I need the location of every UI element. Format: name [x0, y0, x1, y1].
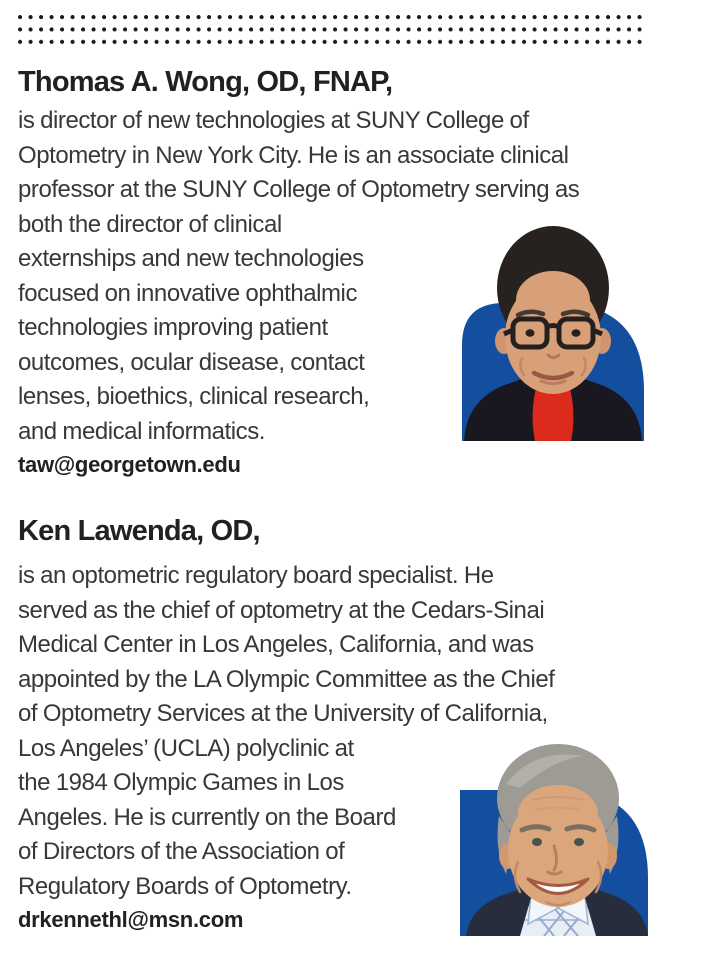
portrait-illustration	[458, 744, 656, 936]
bio-line: and medical informatics.	[18, 417, 265, 445]
dotted-divider	[18, 15, 648, 52]
author-photo-thomas-wong	[458, 224, 648, 441]
author-email: taw@georgetown.edu	[18, 452, 241, 477]
bio-line: professor at the SUNY College of Optometry serving as	[18, 176, 580, 203]
bio-line: focused on innovative ophthalmic	[18, 279, 357, 307]
bio-line: outcomes, ocular disease, contact	[18, 348, 365, 376]
bio-line: the 1984 Olympic Games in Los	[18, 769, 344, 796]
author-name: Thomas A. Wong, OD, FNAP,	[18, 66, 393, 98]
bio-line: both the director of clinical	[18, 210, 282, 238]
bio-line: Medical Center in Los Angeles, California, and was	[18, 631, 534, 658]
bio-line: externships and new technologies	[18, 245, 364, 272]
author-photo-ken-lawenda	[458, 744, 656, 936]
bio-line: is director of new technologies at SUNY College of	[18, 107, 529, 134]
author-name: Ken Lawenda, OD,	[18, 515, 260, 547]
bio-line: of Directors of the Association of	[18, 838, 345, 865]
bio-line: is an optometric regulatory board specialist. He	[18, 562, 494, 589]
bio-line: technologies improving patient	[18, 314, 328, 341]
bio-line: served as the chief of optometry at the Cedars-Sinai	[18, 596, 545, 624]
bio-line: Optometry in New York City. He is an associate clinical	[18, 141, 569, 169]
portrait-illustration	[458, 224, 648, 441]
bio-line: appointed by the LA Olympic Committee as the Chief	[18, 665, 555, 693]
bio-line: Regulatory Boards of Optometry.	[18, 872, 352, 900]
bio-line: Angeles. He is currently on the Board	[18, 803, 396, 831]
bio-line: lenses, bioethics, clinical research,	[18, 383, 370, 410]
author-email: drkennethl@msn.com	[18, 907, 244, 932]
bio-line: of Optometry Services at the University of California,	[18, 700, 548, 727]
bio-line: Los Angeles’ (UCLA) polyclinic at	[18, 734, 354, 762]
